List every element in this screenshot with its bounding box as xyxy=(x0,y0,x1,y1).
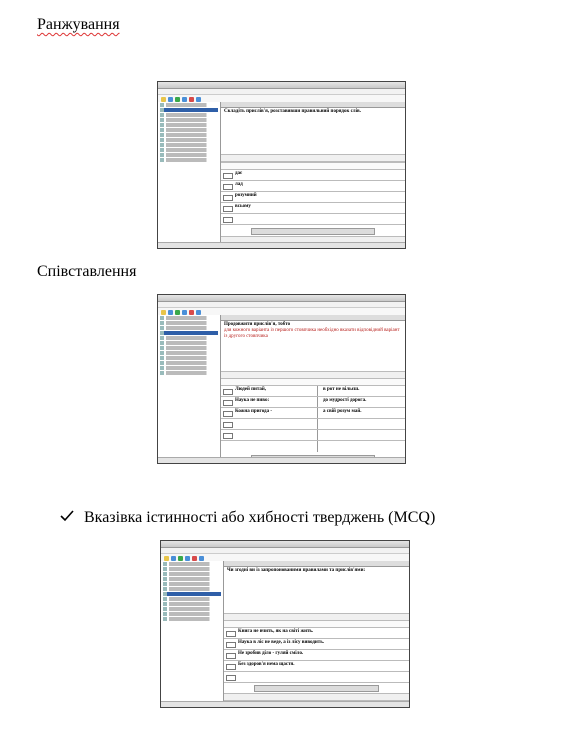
ranking-answer-row: розумний xyxy=(221,192,405,203)
window-statusbar xyxy=(158,242,405,248)
ranking-question: Складіть прислів'я, розставивши правильний порядок слів. xyxy=(224,109,361,114)
ranking-answer-row: лад xyxy=(221,181,405,192)
check-icon xyxy=(60,509,76,527)
heading-truefalse: Вказівка істинності або хибності тверджень (MCQ) xyxy=(84,509,436,526)
ranking-answer-row: дає xyxy=(221,170,405,181)
matching-screenshot xyxy=(157,294,406,464)
heading-ranking: Ранжування xyxy=(37,16,120,33)
ranking-answer-row: всьому xyxy=(221,203,405,214)
tasks-sidebar xyxy=(158,102,221,243)
truefalse-bullet xyxy=(60,509,435,527)
ranking-screenshot xyxy=(157,81,406,249)
matching-table: Людей питай, в рот не вільєш. Наука не пиво: до мудрості дорога. Кожна пригода - а свій розум май. xyxy=(221,386,405,452)
matching-instruction: для кожного варіанта із першого стовпчика необхідно вказати відповідний варіант із другого стовпчика xyxy=(224,328,400,339)
matching-question: Продовжити прислів'я, тобто для кожного варіанта із першого стовпчика необхідно вказати відповідний варіант із другого стовпчика xyxy=(224,322,400,339)
heading-matching: Співставлення xyxy=(37,263,137,280)
editor-main xyxy=(221,102,405,243)
add-answer-button xyxy=(251,228,375,235)
truefalse-screenshot: Чи згодні ви із запропонованими правилами та прислів'ями: Книга не вчить, як на світі жить. Наука в ліс не веде, а із лісу виводить. Не зробив діло - гуляй сміло. Без здоров'я нема щастя. xyxy=(160,540,410,708)
window-titlebar xyxy=(158,82,405,89)
truefalse-question: Чи згодні ви із запропонованими правилами та прислів'ями: xyxy=(227,568,366,573)
